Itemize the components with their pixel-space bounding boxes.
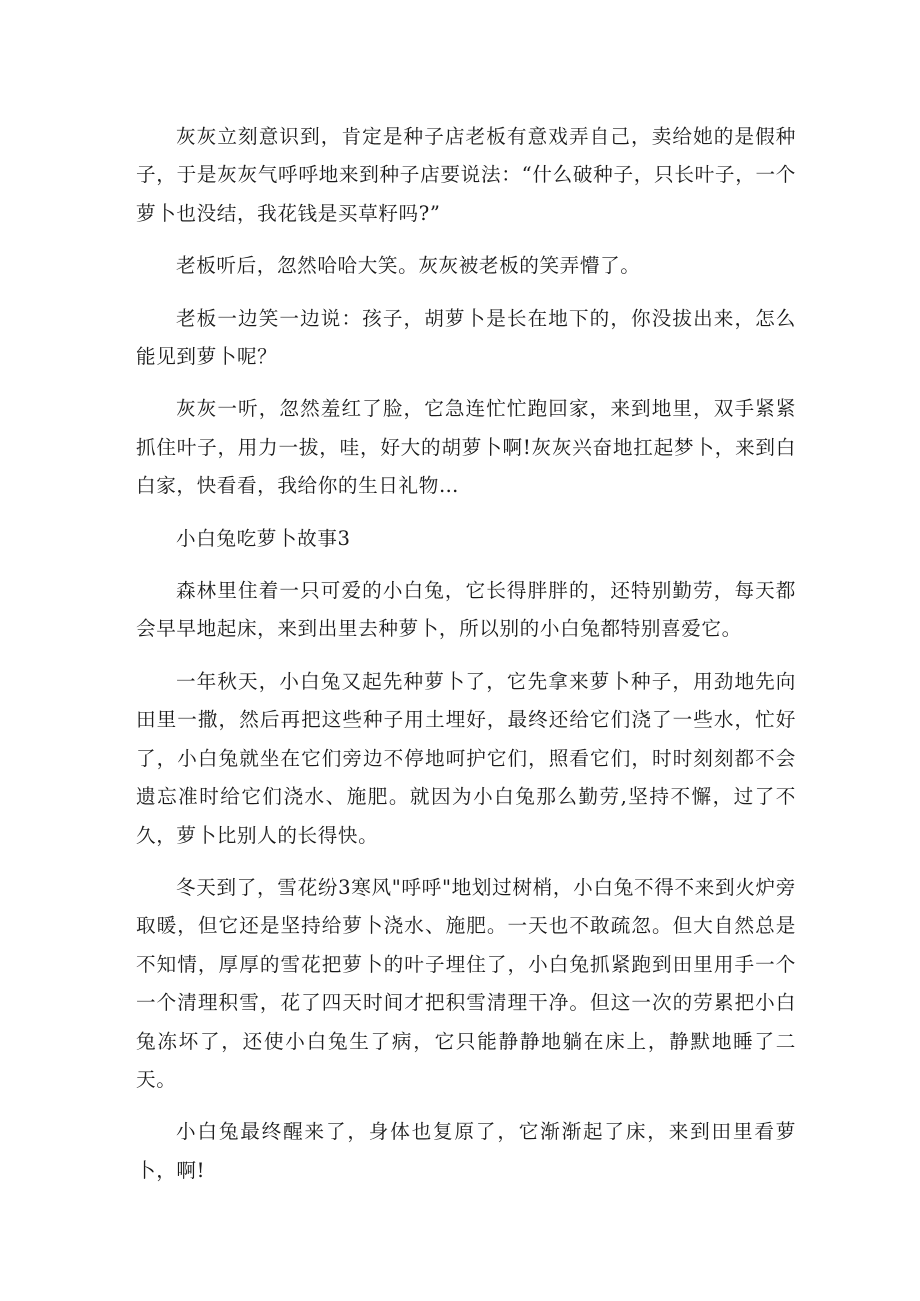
- paragraph: 灰灰一听，忽然羞红了脸，它急连忙忙跑回家，来到地里，双手紧紧抓住叶子，用力一拔，哇，好大的胡萝卜啊!灰灰兴奋地扛起梦卜，来到白白家，快看看，我给你的生日礼物…: [136, 397, 796, 498]
- paragraph: 老板一边笑一边说：孩子，胡萝卜是长在地下的，你没拔出来，怎么能见到萝卜呢？: [136, 306, 796, 369]
- document-body: [136, 118, 796, 1204]
- section-heading: 小白兔吃萝卜故事3: [176, 526, 351, 550]
- paragraph: 老板听后，忽然哈哈大笑。灰灰被老板的笑弄懵了。: [176, 254, 641, 278]
- paragraph: 小白兔最终醒来了，身体也复原了，它渐渐起了床，来到田里看萝卜，啊!: [136, 1120, 796, 1182]
- paragraph: 森林里住着一只可爱的小白兔，它长得胖胖的，还特别勤劳，每天都会早早地起床，来到出里去种萝卜，所以别的小白兔都特别喜爱它。: [136, 579, 796, 641]
- paragraph: 灰灰立刻意识到，肯定是种子店老板有意戏弄自己，卖给她的是假种子，于是灰灰气呼呼地来到种子店要说法：“什么破种子，只长叶子，一个萝卜也没结，我花钱是买草籽吗?”: [136, 125, 796, 225]
- paragraph: 一年秋天，小白兔又起先种萝卜了，它先拿来萝卜种子，用劲地先向田里一撒，然后再把这些种子用土埋好，最终还给它们浇了一些水，忙好了，小白兔就坐在它们旁边不停地呵护它们，照看它们，时时刻刻都不会遗忘准时给它们浇水、施肥。就因为小白兔那么勤劳,坚持不懈，过了不久，萝卜比别人的长得快。: [136, 669, 796, 847]
- paragraph: 冬天到了，雪花纷3寒风"呼呼"地划过树梢，小白兔不得不来到火炉旁取暖，但它还是坚持给萝卜浇水、施肥。一天也不敢疏忽。但大自然总是不知情，厚厚的雪花把萝卜的叶子埋住了，小白兔抓紧跑到田里用手一个一个清理积雪，花了四天时间才把积雪清理干净。但这一次的劳累把小白兔冻坏了，还使小白兔生了病，它只能静静地躺在床上，静默地睡了二天。: [136, 875, 796, 1091]
